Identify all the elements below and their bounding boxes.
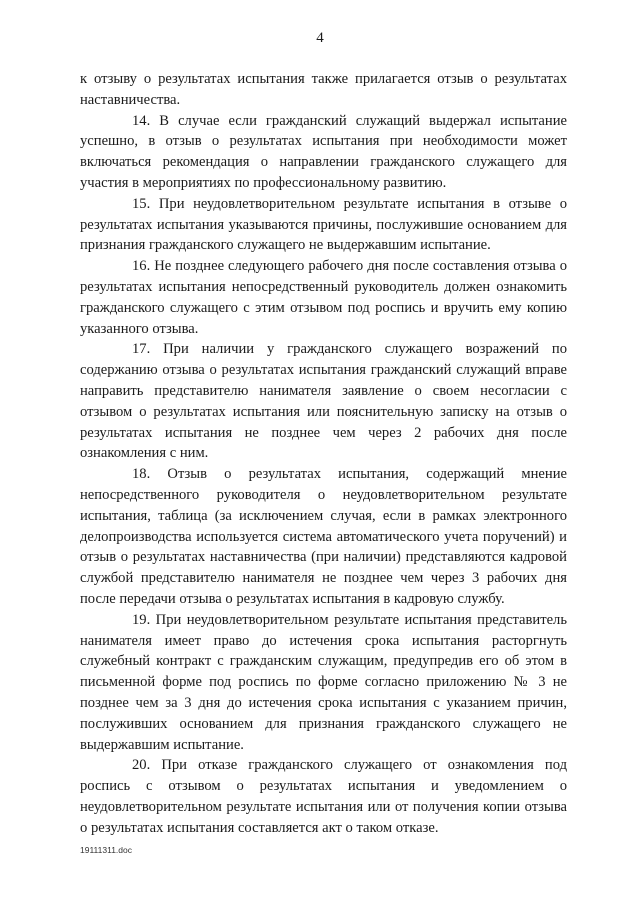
- paragraph-19: 19. При неудовлетворительном результате испытания представитель нанимателя имеет право до истечения срока испытания расторгнуть служебный контракт с гражданским служащим, предупредив его об этом в письменной форме под роспись по форме согласно приложению № 3 не позднее чем за 3 дня до истечения срока испытания с указанием причин, послуживших основанием для признания гражданского служащего не выдержавшим испытание.: [80, 611, 567, 753]
- document-body: [80, 69, 567, 838]
- file-reference: 19111311.doc: [80, 845, 132, 855]
- paragraph-continuation: к отзыву о результатах испытания также прилагается отзыв о результатах наставничества.: [80, 71, 567, 108]
- page-number: 4: [316, 30, 324, 46]
- paragraph-15: 15. При неудовлетворительном результате испытания в отзыве о результатах испытания указываются причины, послужившие основанием для признания гражданского служащего не выдержавшим испытание.: [80, 195, 567, 254]
- paragraph-17: 17. При наличии у гражданского служащего возражений по содержанию отзыва о результатах испытания гражданский служащий вправе направить представителю нанимателя заявление о своем несогласии с отзывом о результатах испытания или пояснительную записку на отзыв о результатах испытания не позднее чем через 2 рабочих дня после ознакомления с ним.: [80, 341, 567, 462]
- paragraph-18: 18. Отзыв о результатах испытания, содержащий мнение непосредственного руководителя о неудовлетворительном результате испытания, таблица (за исключением случая, если в рамках электронного делопроизводства используется система автоматического учета поручений) и отзыв о результатах наставничества (при наличии) представляются кадровой службой представителю нанимателя не позднее чем через 3 рабочих дня после передачи отзыва о результатах испытания в кадровую службу.: [80, 466, 567, 607]
- paragraph-16: 16. Не позднее следующего рабочего дня после составления отзыва о результатах испытания непосредственный руководитель должен ознакомить гражданского служащего с этим отзывом под роспись и вручить ему копию указанного отзыва.: [80, 258, 567, 337]
- paragraph-14: 14. В случае если гражданский служащий выдержал испытание успешно, в отзыв о результатах испытания при необходимости может включаться рекомендация о направлении гражданского служащего для участия в мероприятиях по профессиональному развитию.: [80, 112, 567, 191]
- paragraph-20: 20. При отказе гражданского служащего от ознакомления под роспись с отзывом о результатах испытания и уведомлением о неудовлетворительном результате испытания или от получения копии отзыва о результатах испытания составляется акт о таком отказе.: [80, 757, 567, 836]
